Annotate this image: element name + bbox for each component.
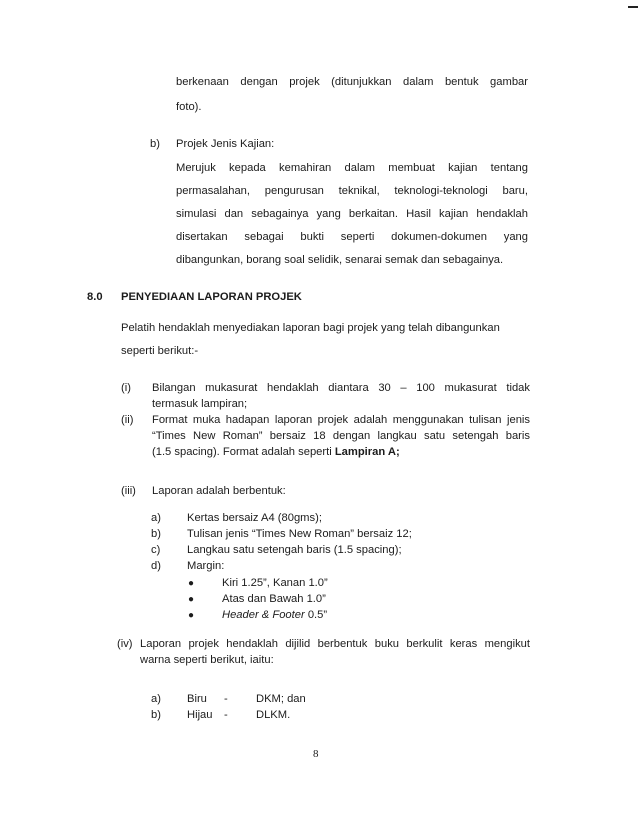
margin-left-right: Kiri 1.25”, Kanan 1.0” xyxy=(222,577,328,589)
color-a-name: Biru xyxy=(187,693,207,705)
color-b-dash: - xyxy=(224,709,228,721)
item-ii-marker: (ii) xyxy=(121,414,134,426)
item-ii-line-3 xyxy=(152,446,400,458)
subitem-c-text: Langkau satu setengah baris (1.5 spacing); xyxy=(187,544,402,556)
page-number: 8 xyxy=(313,748,319,760)
color-b-marker: b) xyxy=(151,709,161,721)
item-ii-line-2: “Times New Roman” bersaiz 18 dengan langkau satu setengah baris xyxy=(152,430,530,442)
item-iv-line-2: warna seperti berikut, iaitu: xyxy=(140,654,274,666)
item-b-line-4: disertakan sebagai bukti seperti dokumen-dokumen yang xyxy=(176,231,528,243)
item-b-line-2: permasalahan, pengurusan teknikal, teknologi-teknologi baru, xyxy=(176,185,528,197)
bullet-icon: ● xyxy=(188,594,195,605)
item-b-title: Projek Jenis Kajian: xyxy=(176,138,275,150)
subitem-a-text: Kertas bersaiz A4 (80gms); xyxy=(187,512,322,524)
lampiran-a-ref: Lampiran A; xyxy=(334,446,400,458)
scan-edge-mark xyxy=(628,6,638,8)
bullet-icon: ● xyxy=(188,610,195,621)
continuation-line-2: foto). xyxy=(176,101,202,113)
item-i-line-2: termasuk lampiran; xyxy=(152,398,248,410)
item-iii-marker: (iii) xyxy=(121,485,136,497)
item-iii-text: Laporan adalah berbentuk: xyxy=(152,485,286,497)
subitem-c-marker: c) xyxy=(151,544,161,556)
section-number: 8.0 xyxy=(87,291,103,303)
margin-header-footer xyxy=(222,609,327,621)
color-b-value: DLKM. xyxy=(256,709,291,721)
header-footer-label: Header & Footer xyxy=(222,609,305,621)
item-b-line-1: Merujuk kepada kemahiran dalam membuat kajian tentang xyxy=(176,162,528,174)
color-a-value: DKM; dan xyxy=(256,693,306,705)
color-a-dash: - xyxy=(224,693,228,705)
bullet-icon: ● xyxy=(188,578,195,589)
subitem-b-marker: b) xyxy=(151,528,161,540)
continuation-line-1: berkenaan dengan projek (ditunjukkan dalam bentuk gambar xyxy=(176,76,528,88)
item-ii-line-3-text: (1.5 spacing). Format adalah seperti xyxy=(152,446,335,458)
subitem-a-marker: a) xyxy=(151,512,161,524)
item-iv-marker: (iv) xyxy=(117,638,133,650)
section-heading: PENYEDIAAN LAPORAN PROJEK xyxy=(121,291,302,303)
item-iv-line-1: Laporan projek hendaklah dijilid berbentuk buku berkulit keras mengikut xyxy=(140,638,530,650)
margin-top-bottom: Atas dan Bawah 1.0” xyxy=(222,593,326,605)
subitem-d-text: Margin: xyxy=(187,560,225,572)
subitem-b-text: Tulisan jenis “Times New Roman” bersaiz 12; xyxy=(187,528,412,540)
item-b-marker: b) xyxy=(150,138,160,150)
color-b-name: Hijau xyxy=(187,709,213,721)
section-intro-line-1: Pelatih hendaklah menyediakan laporan bagi projek yang telah dibangunkan xyxy=(121,322,500,334)
item-b-line-3: simulasi dan sebagainya yang berkaitan. Hasil kajian hendaklah xyxy=(176,208,528,220)
color-a-marker: a) xyxy=(151,693,161,705)
item-ii-line-1: Format muka hadapan laporan projek adalah menggunakan tulisan jenis xyxy=(152,414,530,426)
item-b-line-5: dibangunkan, borang soal selidik, senarai semak dan sebagainya. xyxy=(176,254,504,266)
section-intro-line-2: seperti berikut:- xyxy=(121,345,199,357)
item-i-line-1: Bilangan mukasurat hendaklah diantara 30 – 100 mukasurat tidak xyxy=(152,382,530,394)
subitem-d-marker: d) xyxy=(151,560,161,572)
item-i-marker: (i) xyxy=(121,382,131,394)
header-footer-value: 0.5” xyxy=(304,609,328,621)
